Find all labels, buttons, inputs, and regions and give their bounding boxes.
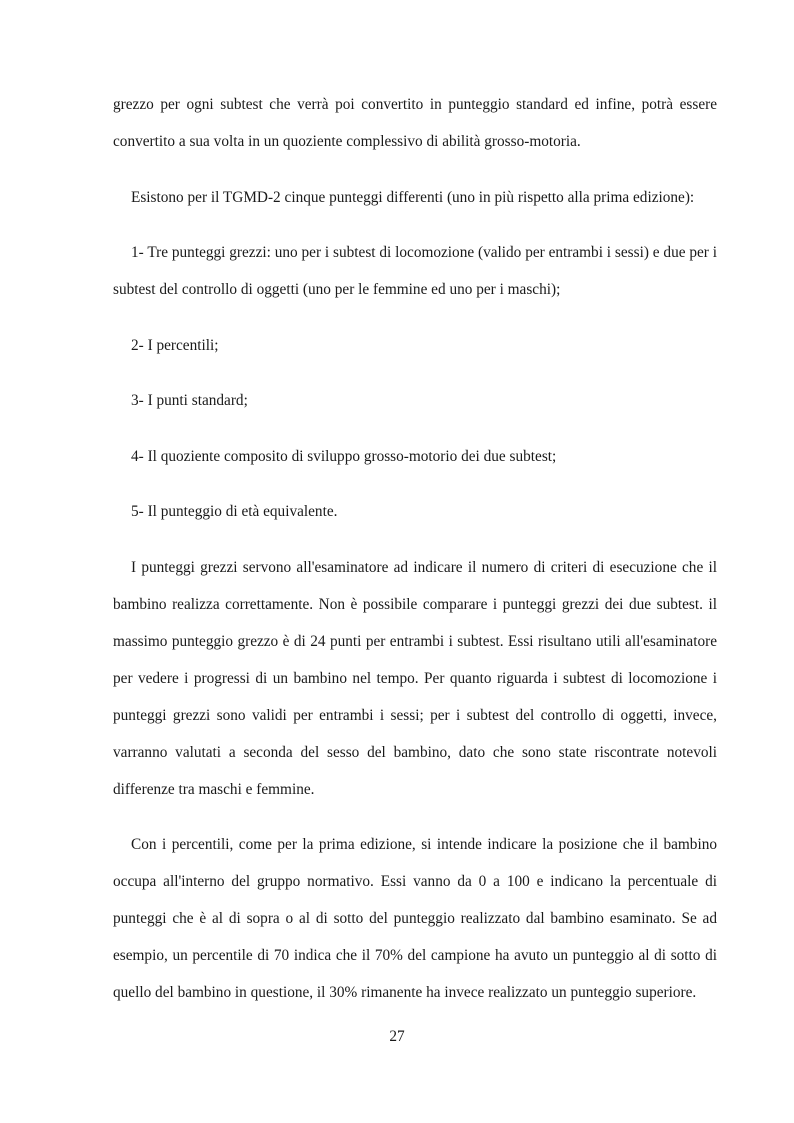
page-body: [113, 86, 717, 1030]
list-item-age-equivalent: 5- Il punteggio di età equivalente.: [131, 503, 338, 520]
paragraph-continuation: grezzo per ogni subtest che verrà poi convertito in punteggio standard ed infine, potrà essere convertito a sua volta in un quoziente complessivo di abilità grosso-motoria.: [113, 96, 717, 150]
list-item-raw-scores: 1- Tre punteggi grezzi: uno per i subtest di locomozione (valido per entrambi i sessi) e due per i subtest del controllo di oggetti (uno per le femmine ed uno per i maschi);: [113, 244, 717, 298]
paragraph-percentiles: Con i percentili, come per la prima edizione, si intende indicare la posizione che il bambino occupa all'interno del gruppo normativo. Essi vanno da 0 a 100 e indicano la percentuale di punteggi che è al di sopra o al di sotto del punteggio realizzato dal bambino esaminato. Se ad esempio, un percentile di 70 indica che il 70% del campione ha avuto un punteggio al di sotto di quello del bambino in questione, il 30% rimanente ha invece realizzato un punteggio superiore.: [113, 836, 717, 1001]
page-number: 27: [389, 1028, 405, 1045]
paragraph-raw-scores: I punteggi grezzi servono all'esaminatore ad indicare il numero di criteri di esecuzione che il bambino realizza correttamente. Non è possibile comparare i punteggi grezzi dei due subtest. il massimo punteggio grezzo è di 24 punti per entrambi i subtest. Essi risultano utili all'esaminatore per vedere i progressi di un bambino nel tempo. Per quanto riguarda i subtest di locomozione i punteggi grezzi sono validi per entrambi i sessi; per i subtest del controllo di oggetti, invece, varranno valutati a seconda del sesso del bambino, dato che sono state riscontrate notevoli differenze tra maschi e femmine.: [113, 558, 717, 798]
list-item-percentiles: 2- I percentili;: [131, 336, 219, 354]
list-item-composite-quotient: 4- Il quoziente composito di sviluppo grosso-motorio dei due subtest;: [131, 447, 557, 465]
list-item-standard-points: 3- I punti standard;: [131, 392, 248, 409]
paragraph-scores-intro: Esistono per il TGMD-2 cinque punteggi differenti (uno in più rispetto alla prima edizione):: [131, 188, 695, 206]
